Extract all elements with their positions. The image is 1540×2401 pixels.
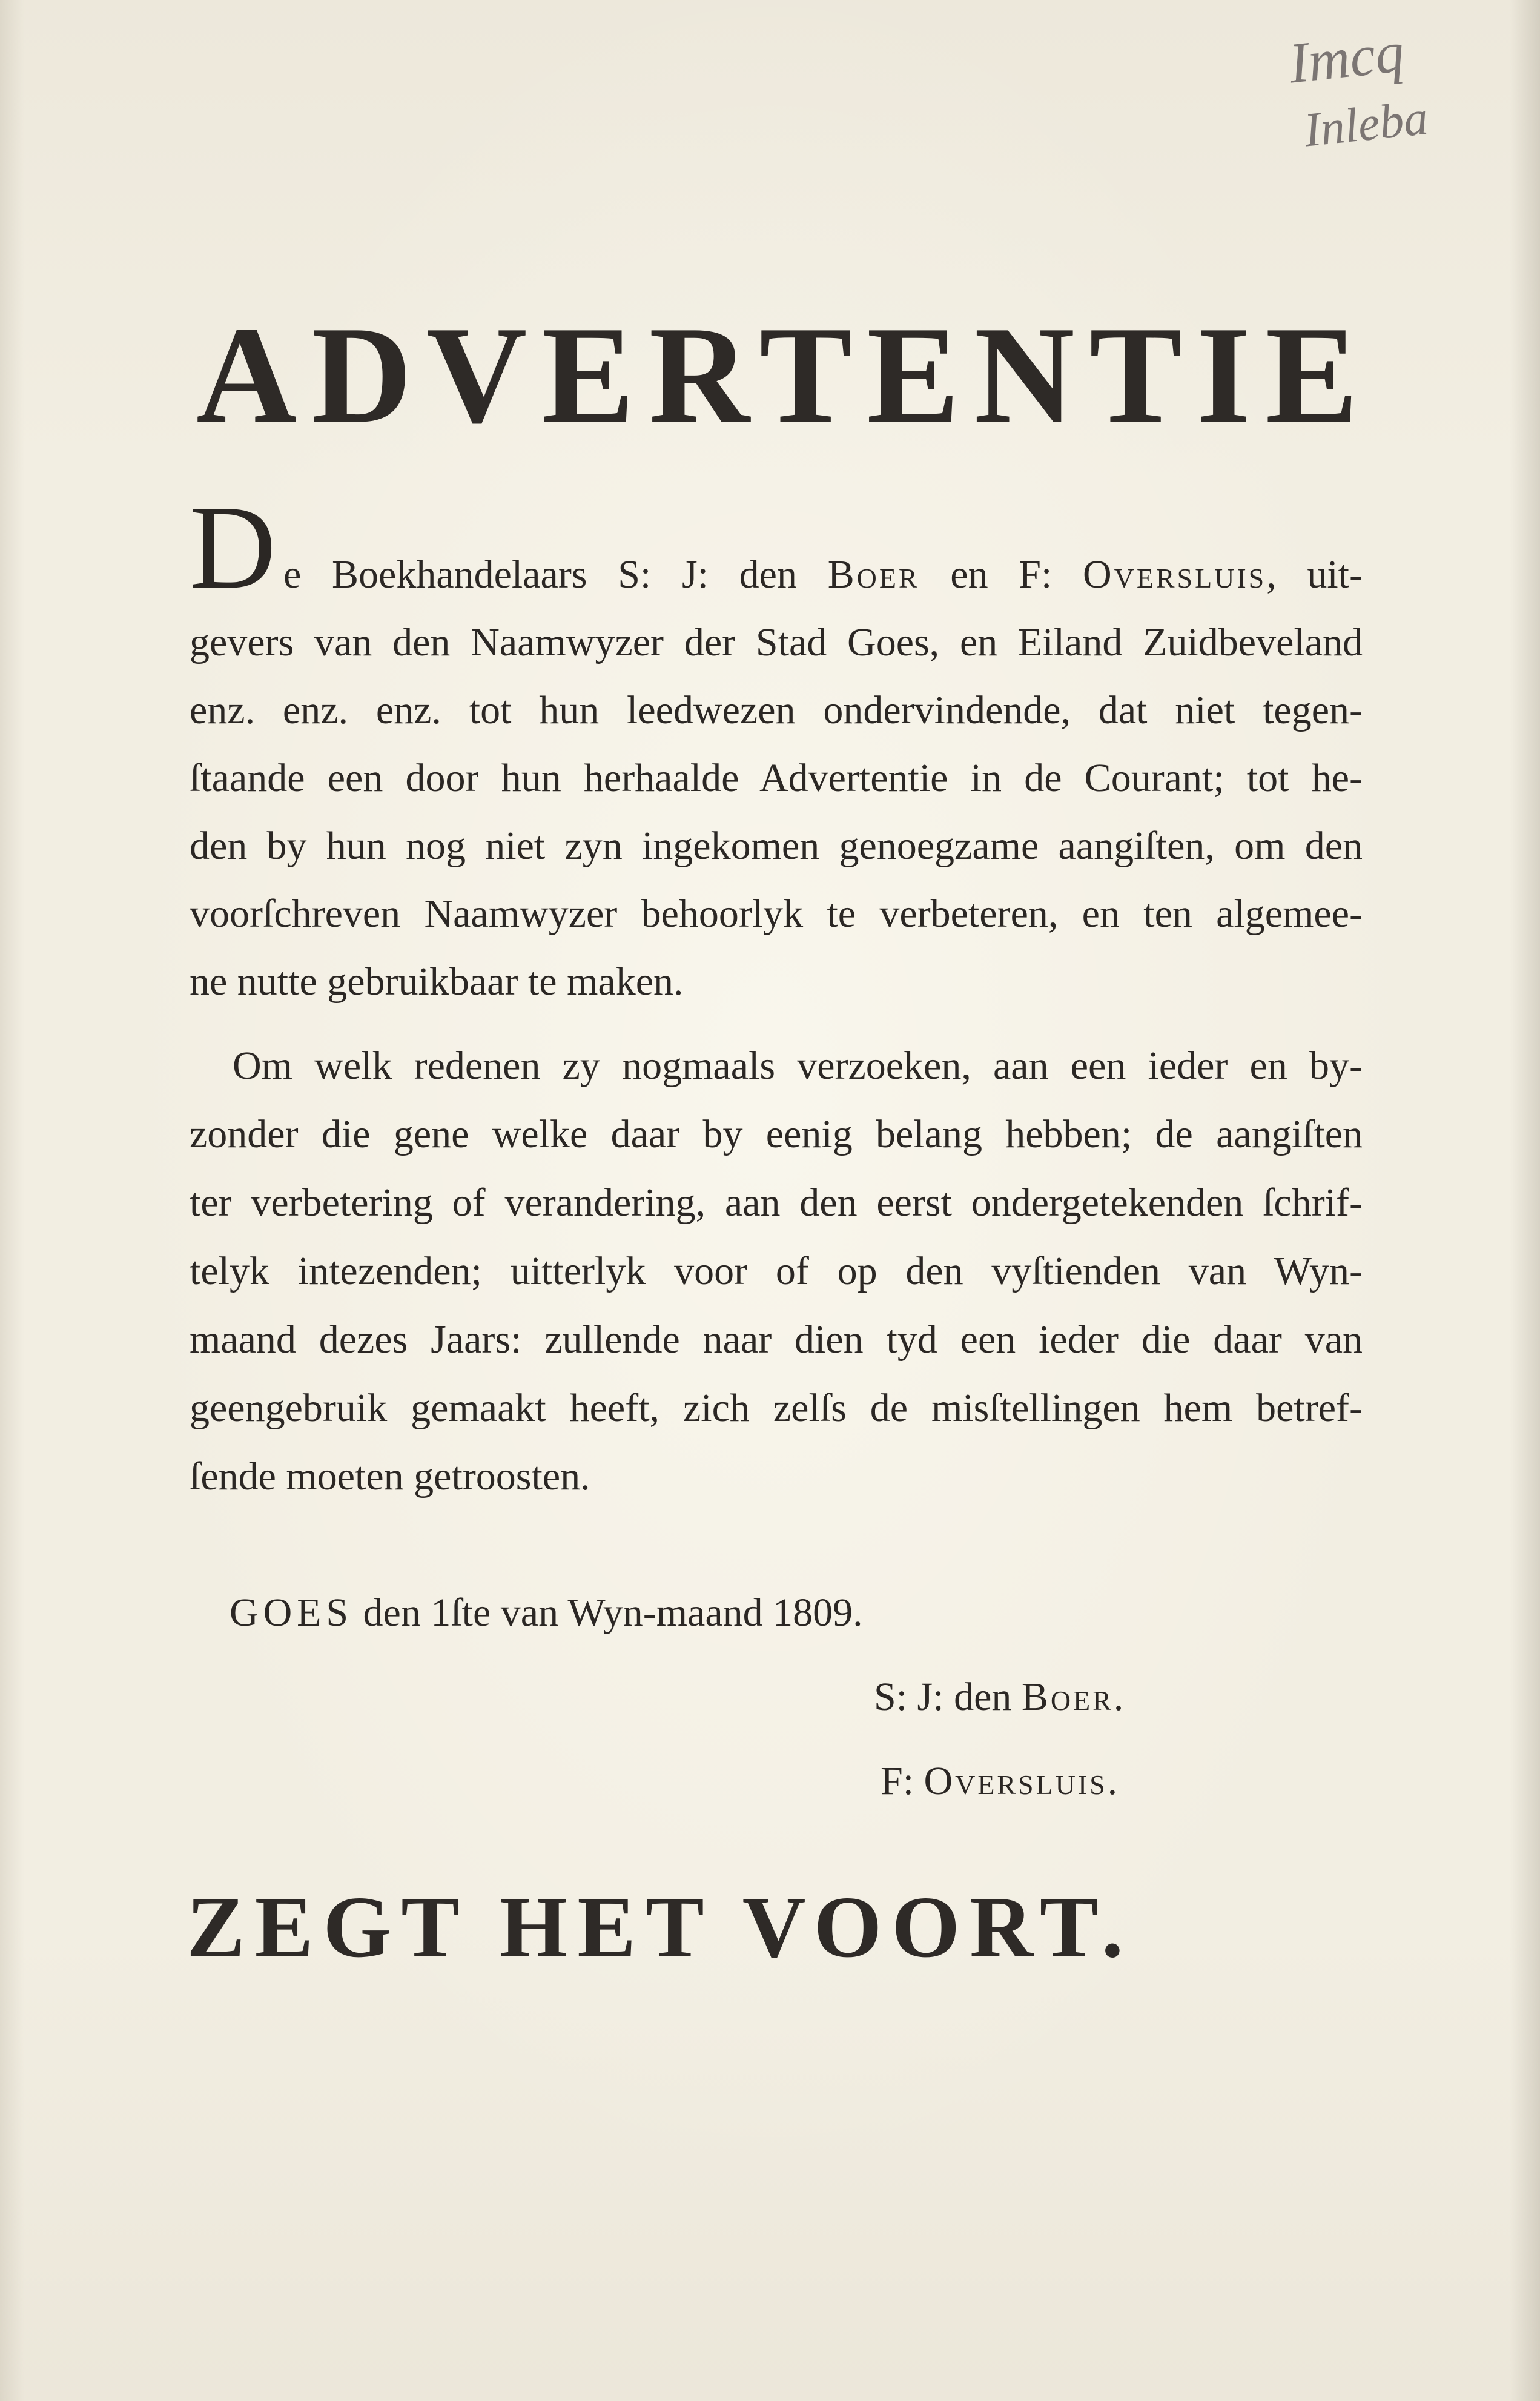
paragraph-2-line: ſende moeten getroosten. bbox=[190, 1454, 590, 1499]
paragraph-1-line: gevers van den Naamwyzer der Stad Goes, en Eiland Zuidbeveland bbox=[190, 620, 1363, 664]
document-title: ADVERTENTIE bbox=[196, 297, 1373, 452]
paragraph-1-line: den by hun nog niet zyn ingekomen genoegzame aangiſten, om den bbox=[190, 824, 1363, 868]
signature-name: Boer bbox=[1021, 1675, 1114, 1719]
text-segment: en F: bbox=[919, 552, 1083, 597]
signature-suffix: . bbox=[1107, 1759, 1118, 1803]
footer-slogan: ZEGT HET VOORT. bbox=[187, 1879, 1133, 1976]
dateline-date: den 1ſte van Wyn-maand 1809. bbox=[353, 1591, 863, 1635]
dateline-place: GOES bbox=[230, 1591, 354, 1635]
paragraph-1-line: ne nutte gebruikbaar te maken. bbox=[190, 959, 684, 1004]
paragraph-2-line: maand dezes Jaars: zullende naar dien tyd een ieder die daar van bbox=[190, 1317, 1363, 1362]
signature bbox=[874, 1663, 1123, 1731]
handwritten-note-line: Imcq bbox=[1286, 19, 1407, 96]
dateline bbox=[230, 1579, 863, 1647]
paragraph-1-line: voorſchreven Naamwyzer behoorlyk te verbeteren, en ten algemee- bbox=[190, 892, 1363, 936]
publisher-name: Boer bbox=[827, 552, 920, 597]
signature-prefix: S: J: den bbox=[874, 1675, 1022, 1719]
paragraph-1-line bbox=[283, 541, 1363, 609]
handwritten-note-line: Inleba bbox=[1301, 91, 1431, 157]
paragraph-2-line: ter verbetering of verandering, aan den eerst ondergetekenden ſchrif- bbox=[190, 1181, 1363, 1225]
paragraph-2-line: Om welk redenen zy nogmaals verzoeken, aan een ieder en by- bbox=[233, 1044, 1363, 1088]
drop-cap: D bbox=[190, 481, 276, 614]
paragraph-1 bbox=[190, 541, 1363, 1016]
paragraph-2 bbox=[190, 1032, 1363, 1511]
paragraph-1-line: ſtaande een door hun herhaalde Advertentie in de Courant; tot he- bbox=[190, 756, 1363, 800]
signature-name: Oversluis bbox=[924, 1759, 1108, 1803]
publisher-name: Oversluis bbox=[1083, 552, 1267, 597]
paragraph-2-line: geengebruik gemaakt heeft, zich zelſs de misſtellingen hem betref- bbox=[190, 1386, 1363, 1430]
paragraph-1-line: enz. enz. enz. tot hun leedwezen ondervindende, dat niet tegen- bbox=[190, 688, 1363, 732]
signature bbox=[881, 1747, 1117, 1815]
signature-prefix: F: bbox=[881, 1759, 924, 1803]
signature-suffix: . bbox=[1113, 1675, 1124, 1719]
paragraph-2-line: zonder die gene welke daar by eenig belang hebben; de aangiſten bbox=[190, 1112, 1363, 1156]
paragraph-2-line: telyk intezenden; uitterlyk voor of op den vyſtienden van Wyn- bbox=[190, 1249, 1363, 1293]
text-segment: e Boekhandelaars S: J: den bbox=[283, 552, 828, 597]
text-segment: , uit- bbox=[1266, 552, 1363, 597]
